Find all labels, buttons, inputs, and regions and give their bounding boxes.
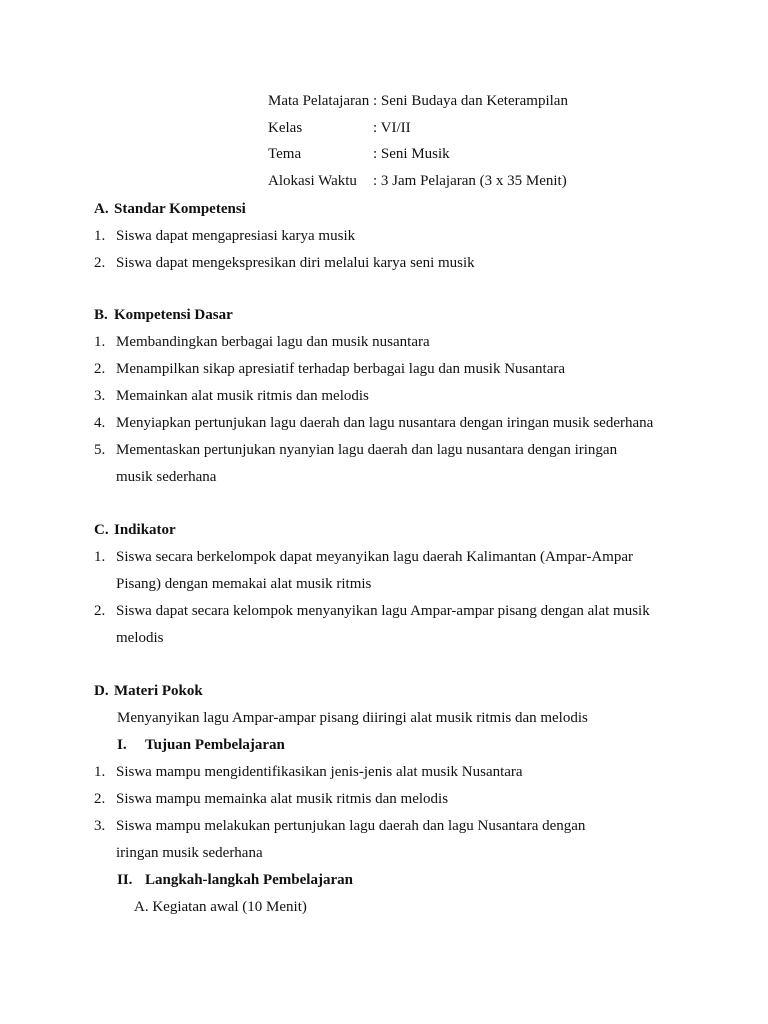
kegiatan-item: A. Kegiatan awal (10 Menit) <box>134 899 307 915</box>
numbered-list <box>94 544 714 652</box>
item-text: Mementaskan pertunjukan nyanyian lagu daerah dan lagu nusantara dengan iringan musik sederhana <box>116 442 618 485</box>
subsection-title: Tujuan Pembelajaran <box>145 737 285 753</box>
numbered-list <box>94 223 714 277</box>
list-item <box>94 356 714 383</box>
list-item <box>94 598 714 652</box>
list-item <box>94 437 714 491</box>
section-letter: A. <box>94 201 109 217</box>
item-number: 2. <box>94 255 106 271</box>
list-item <box>94 250 714 277</box>
section-letter: C. <box>94 522 109 538</box>
header-row <box>268 115 568 142</box>
item-text: Membandingkan berbagai lagu dan musik nusantara <box>116 334 430 350</box>
list-item <box>94 759 714 786</box>
header-key: Tema <box>268 146 302 163</box>
item-text: Siswa dapat mengekspresikan diri melalui karya seni musik <box>116 255 475 271</box>
item-text: Menyiapkan pertunjukan lagu daerah dan lagu nusantara dengan iringan musik sederhana <box>116 415 654 431</box>
item-text: Siswa dapat secara kelompok menyanyikan lagu Ampar-ampar pisang dengan alat musik melodis <box>116 603 650 646</box>
section-heading <box>94 302 714 329</box>
header-key: Kelas <box>268 119 303 136</box>
list-item <box>94 223 714 250</box>
subsection-number: I. <box>117 737 127 753</box>
item-text: Siswa mampu melakukan pertunjukan lagu daerah dan lagu Nusantara dengan iringan musik sederhana <box>116 818 586 861</box>
item-number: 2. <box>94 791 106 807</box>
section-materi-pokok <box>94 678 714 921</box>
header-value: : Seni Budaya dan Keterampilan <box>373 93 568 109</box>
item-number: 5. <box>94 442 106 458</box>
item-text: Menampilkan sikap apresiatif terhadap berbagai lagu dan musik Nusantara <box>116 361 566 377</box>
item-number: 3. <box>94 818 106 834</box>
section-title: Standar Kompetensi <box>114 201 246 217</box>
header-info <box>268 88 568 195</box>
list-item <box>94 383 714 410</box>
item-number: 1. <box>94 764 106 780</box>
item-number: 3. <box>94 388 106 404</box>
header-row <box>268 168 568 195</box>
subsection-heading <box>117 732 714 759</box>
item-number: 2. <box>94 603 106 619</box>
header-value: : VI/II <box>373 119 411 136</box>
section-title: Indikator <box>114 522 176 538</box>
item-text: Siswa mampu mengidentifikasikan jenis-jenis alat musik Nusantara <box>116 764 523 780</box>
header-row <box>268 141 568 168</box>
header-key: Alokasi Waktu <box>268 173 357 190</box>
section-letter: B. <box>94 307 108 323</box>
item-number: 4. <box>94 415 106 431</box>
section-letter: D. <box>94 683 109 699</box>
header-value: : 3 Jam Pelajaran (3 x 35 Menit) <box>373 173 567 190</box>
subsection-heading <box>117 867 714 894</box>
header-key: Mata Pelatajaran <box>268 93 370 109</box>
item-text: Siswa secara berkelompok dapat meyanyikan lagu daerah Kalimantan (Ampar-Ampar Pisang) dengan memakai alat musik ritmis <box>116 549 634 592</box>
item-text: Siswa dapat mengapresiasi karya musik <box>116 228 356 244</box>
materi-intro: Menyanyikan lagu Ampar-ampar pisang diiringi alat musik ritmis dan melodis <box>117 710 588 726</box>
section-kompetensi-dasar <box>94 302 714 491</box>
list-item <box>94 410 714 437</box>
item-text: Memainkan alat musik ritmis dan melodis <box>116 388 369 404</box>
item-number: 2. <box>94 361 106 377</box>
item-text: Siswa mampu memainka alat musik ritmis dan melodis <box>116 791 449 807</box>
section-title: Materi Pokok <box>114 683 203 699</box>
numbered-list <box>94 329 714 491</box>
item-number: 1. <box>94 549 106 565</box>
list-item <box>94 813 714 867</box>
subsection-title: Langkah-langkah Pembelajaran <box>145 872 353 888</box>
section-title: Kompetensi Dasar <box>114 307 233 323</box>
item-number: 1. <box>94 334 106 350</box>
list-item <box>94 544 714 598</box>
section-heading <box>94 678 714 705</box>
section-indikator <box>94 517 714 652</box>
subsection-number: II. <box>117 872 133 888</box>
section-heading <box>94 196 714 223</box>
section-heading <box>94 517 714 544</box>
list-item <box>94 786 714 813</box>
section-standar-kompetensi <box>94 196 714 277</box>
list-item <box>94 329 714 356</box>
item-number: 1. <box>94 228 106 244</box>
header-value: : Seni Musik <box>373 146 450 163</box>
numbered-list <box>94 759 714 867</box>
header-row <box>268 88 568 115</box>
